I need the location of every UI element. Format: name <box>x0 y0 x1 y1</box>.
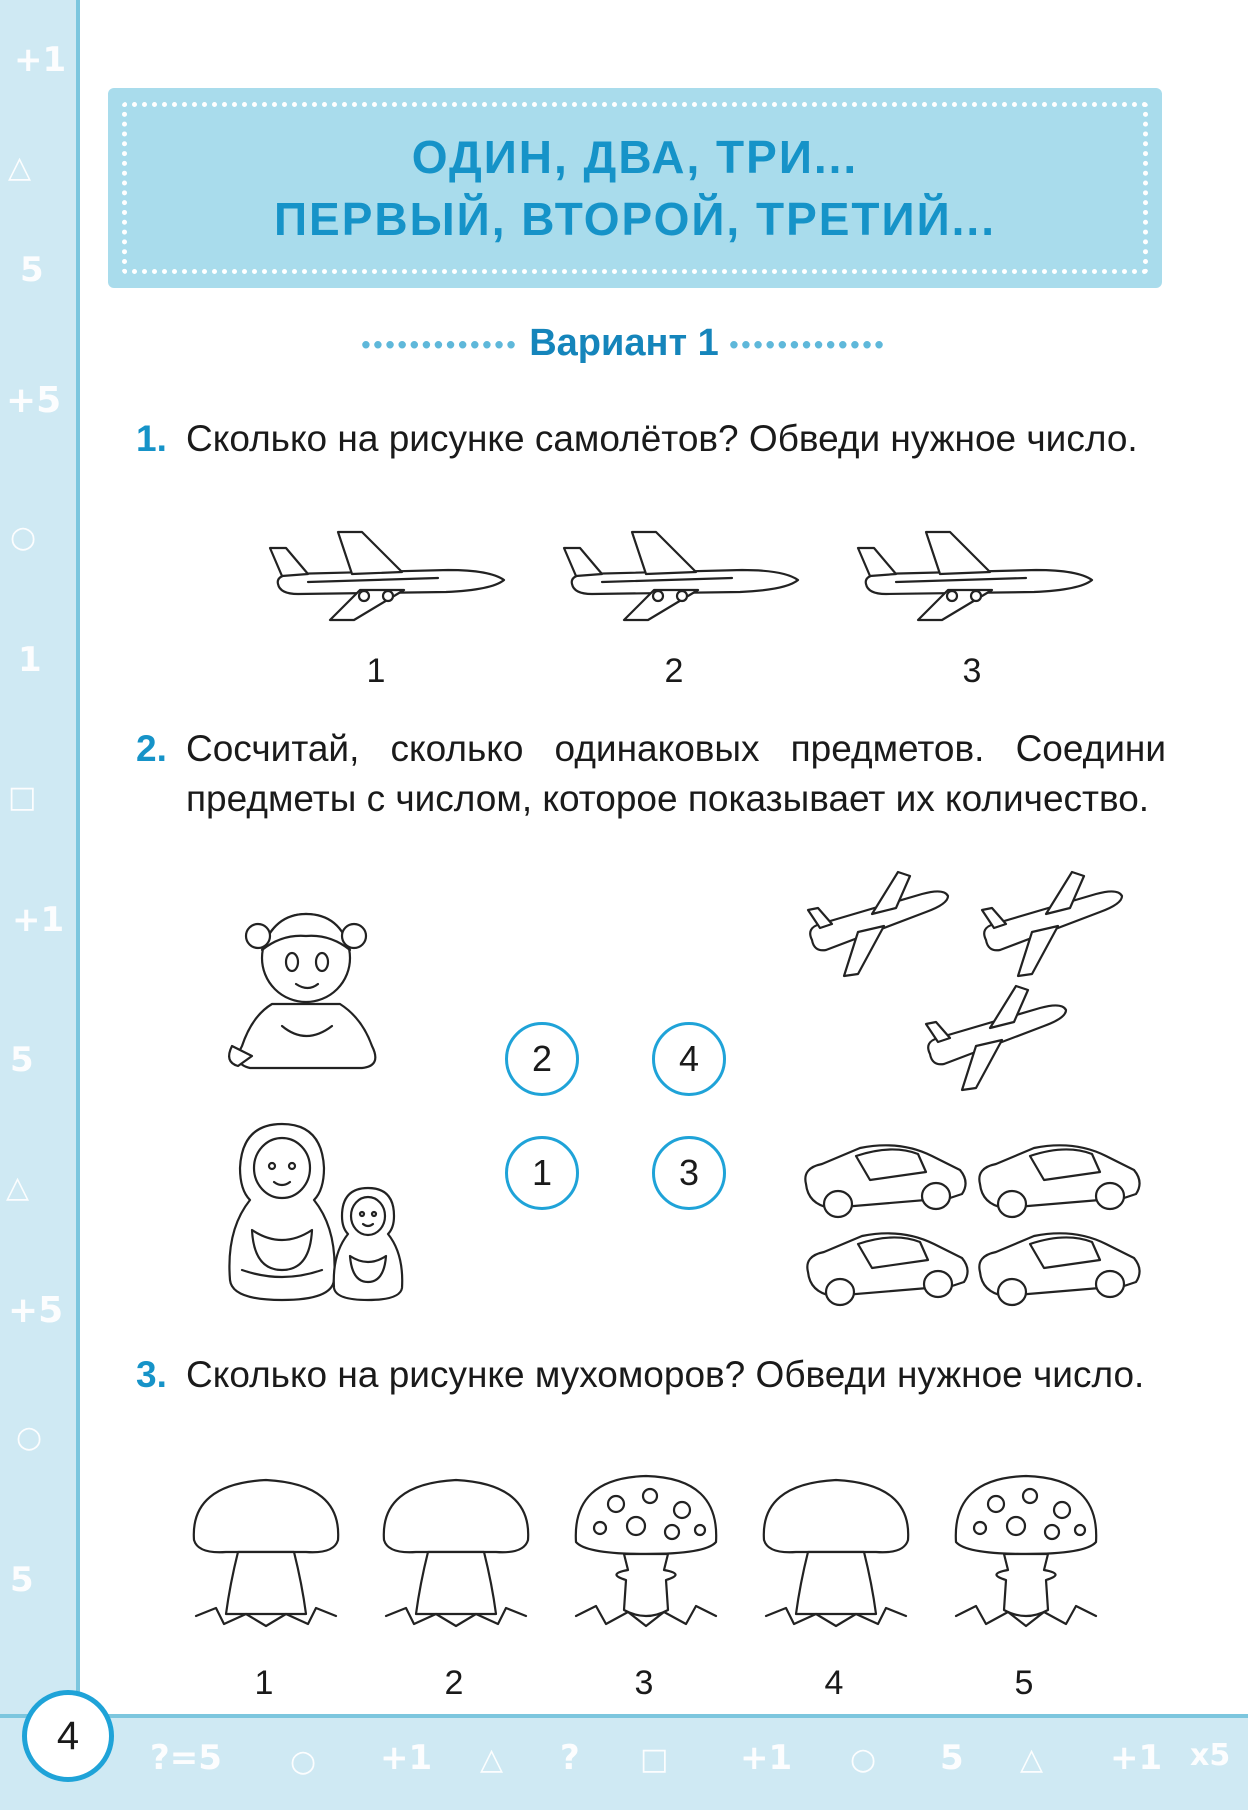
task-3-option-1[interactable]: 1 <box>254 1664 274 1702</box>
airplane-icon <box>856 526 1096 626</box>
jet-plane-icon <box>802 870 952 980</box>
number-circle[interactable]: 2 <box>505 1022 579 1096</box>
task-1-number: 1. <box>136 418 167 459</box>
variant-heading <box>0 322 1248 365</box>
task-3-number: 3. <box>136 1354 167 1395</box>
doll-icon <box>222 896 392 1076</box>
task-3-option-5[interactable]: 5 <box>1014 1664 1034 1702</box>
mushroom-icon <box>186 1474 346 1634</box>
left-dots-decoration: ••••••••••••• <box>361 329 519 360</box>
title-box <box>108 88 1162 288</box>
car-icon <box>974 1138 1144 1222</box>
bottom-decorative-border: ?=5 ○ +1 △ ? □ +1 ○ 5 △ +1 x5 <box>0 1714 1248 1810</box>
task-1 <box>136 414 1166 464</box>
number-circle[interactable]: 3 <box>652 1136 726 1210</box>
task-3-option-4[interactable]: 4 <box>824 1664 844 1702</box>
task-1-option-2[interactable]: 2 <box>664 652 684 690</box>
title-line-2: ПЕРВЫЙ, ВТОРОЙ, ТРЕТИЙ... <box>273 193 996 245</box>
variant-label: Вариант 1 <box>529 322 719 364</box>
car-icon <box>802 1226 972 1310</box>
task-3-option-2[interactable]: 2 <box>444 1664 464 1702</box>
number-circle[interactable]: 4 <box>652 1022 726 1096</box>
task-2 <box>136 724 1166 824</box>
fly-agaric-icon <box>566 1470 726 1634</box>
jet-plane-icon <box>920 984 1070 1094</box>
fly-agaric-icon <box>946 1470 1106 1634</box>
left-decorative-border: +1 △ 5 +5 ○ 1 □ +1 5 △ +5 ○ 5 <box>0 0 80 1810</box>
mushroom-icon <box>376 1474 536 1634</box>
right-dots-decoration: ••••••••••••• <box>729 329 887 360</box>
task-3-option-3[interactable]: 3 <box>634 1664 654 1702</box>
title-dotted-frame <box>122 102 1148 274</box>
task-1-option-3[interactable]: 3 <box>962 652 982 690</box>
page-number: 4 <box>22 1690 114 1782</box>
title-line-1: ОДИН, ДВА, ТРИ... <box>411 131 859 183</box>
task-2-text: Сосчитай, сколько одинаковых предметов. Соедини предметы с числом, которое показывает их количество. <box>186 728 1166 819</box>
matryoshka-icon <box>222 1120 342 1304</box>
matryoshka-icon <box>330 1184 406 1304</box>
task-3-text: Сколько на рисунке мухоморов? Обведи нужное число. <box>186 1354 1145 1395</box>
airplane-icon <box>268 526 508 626</box>
task-1-text: Сколько на рисунке самолётов? Обведи нужное число. <box>186 418 1138 459</box>
jet-plane-icon <box>976 870 1126 980</box>
car-icon <box>974 1226 1144 1310</box>
mushroom-icon <box>756 1474 916 1634</box>
car-icon <box>800 1138 970 1222</box>
number-circle[interactable]: 1 <box>505 1136 579 1210</box>
task-1-option-1[interactable]: 1 <box>366 652 386 690</box>
airplane-icon <box>562 526 802 626</box>
task-2-number: 2. <box>136 728 167 769</box>
task-3 <box>136 1350 1166 1400</box>
